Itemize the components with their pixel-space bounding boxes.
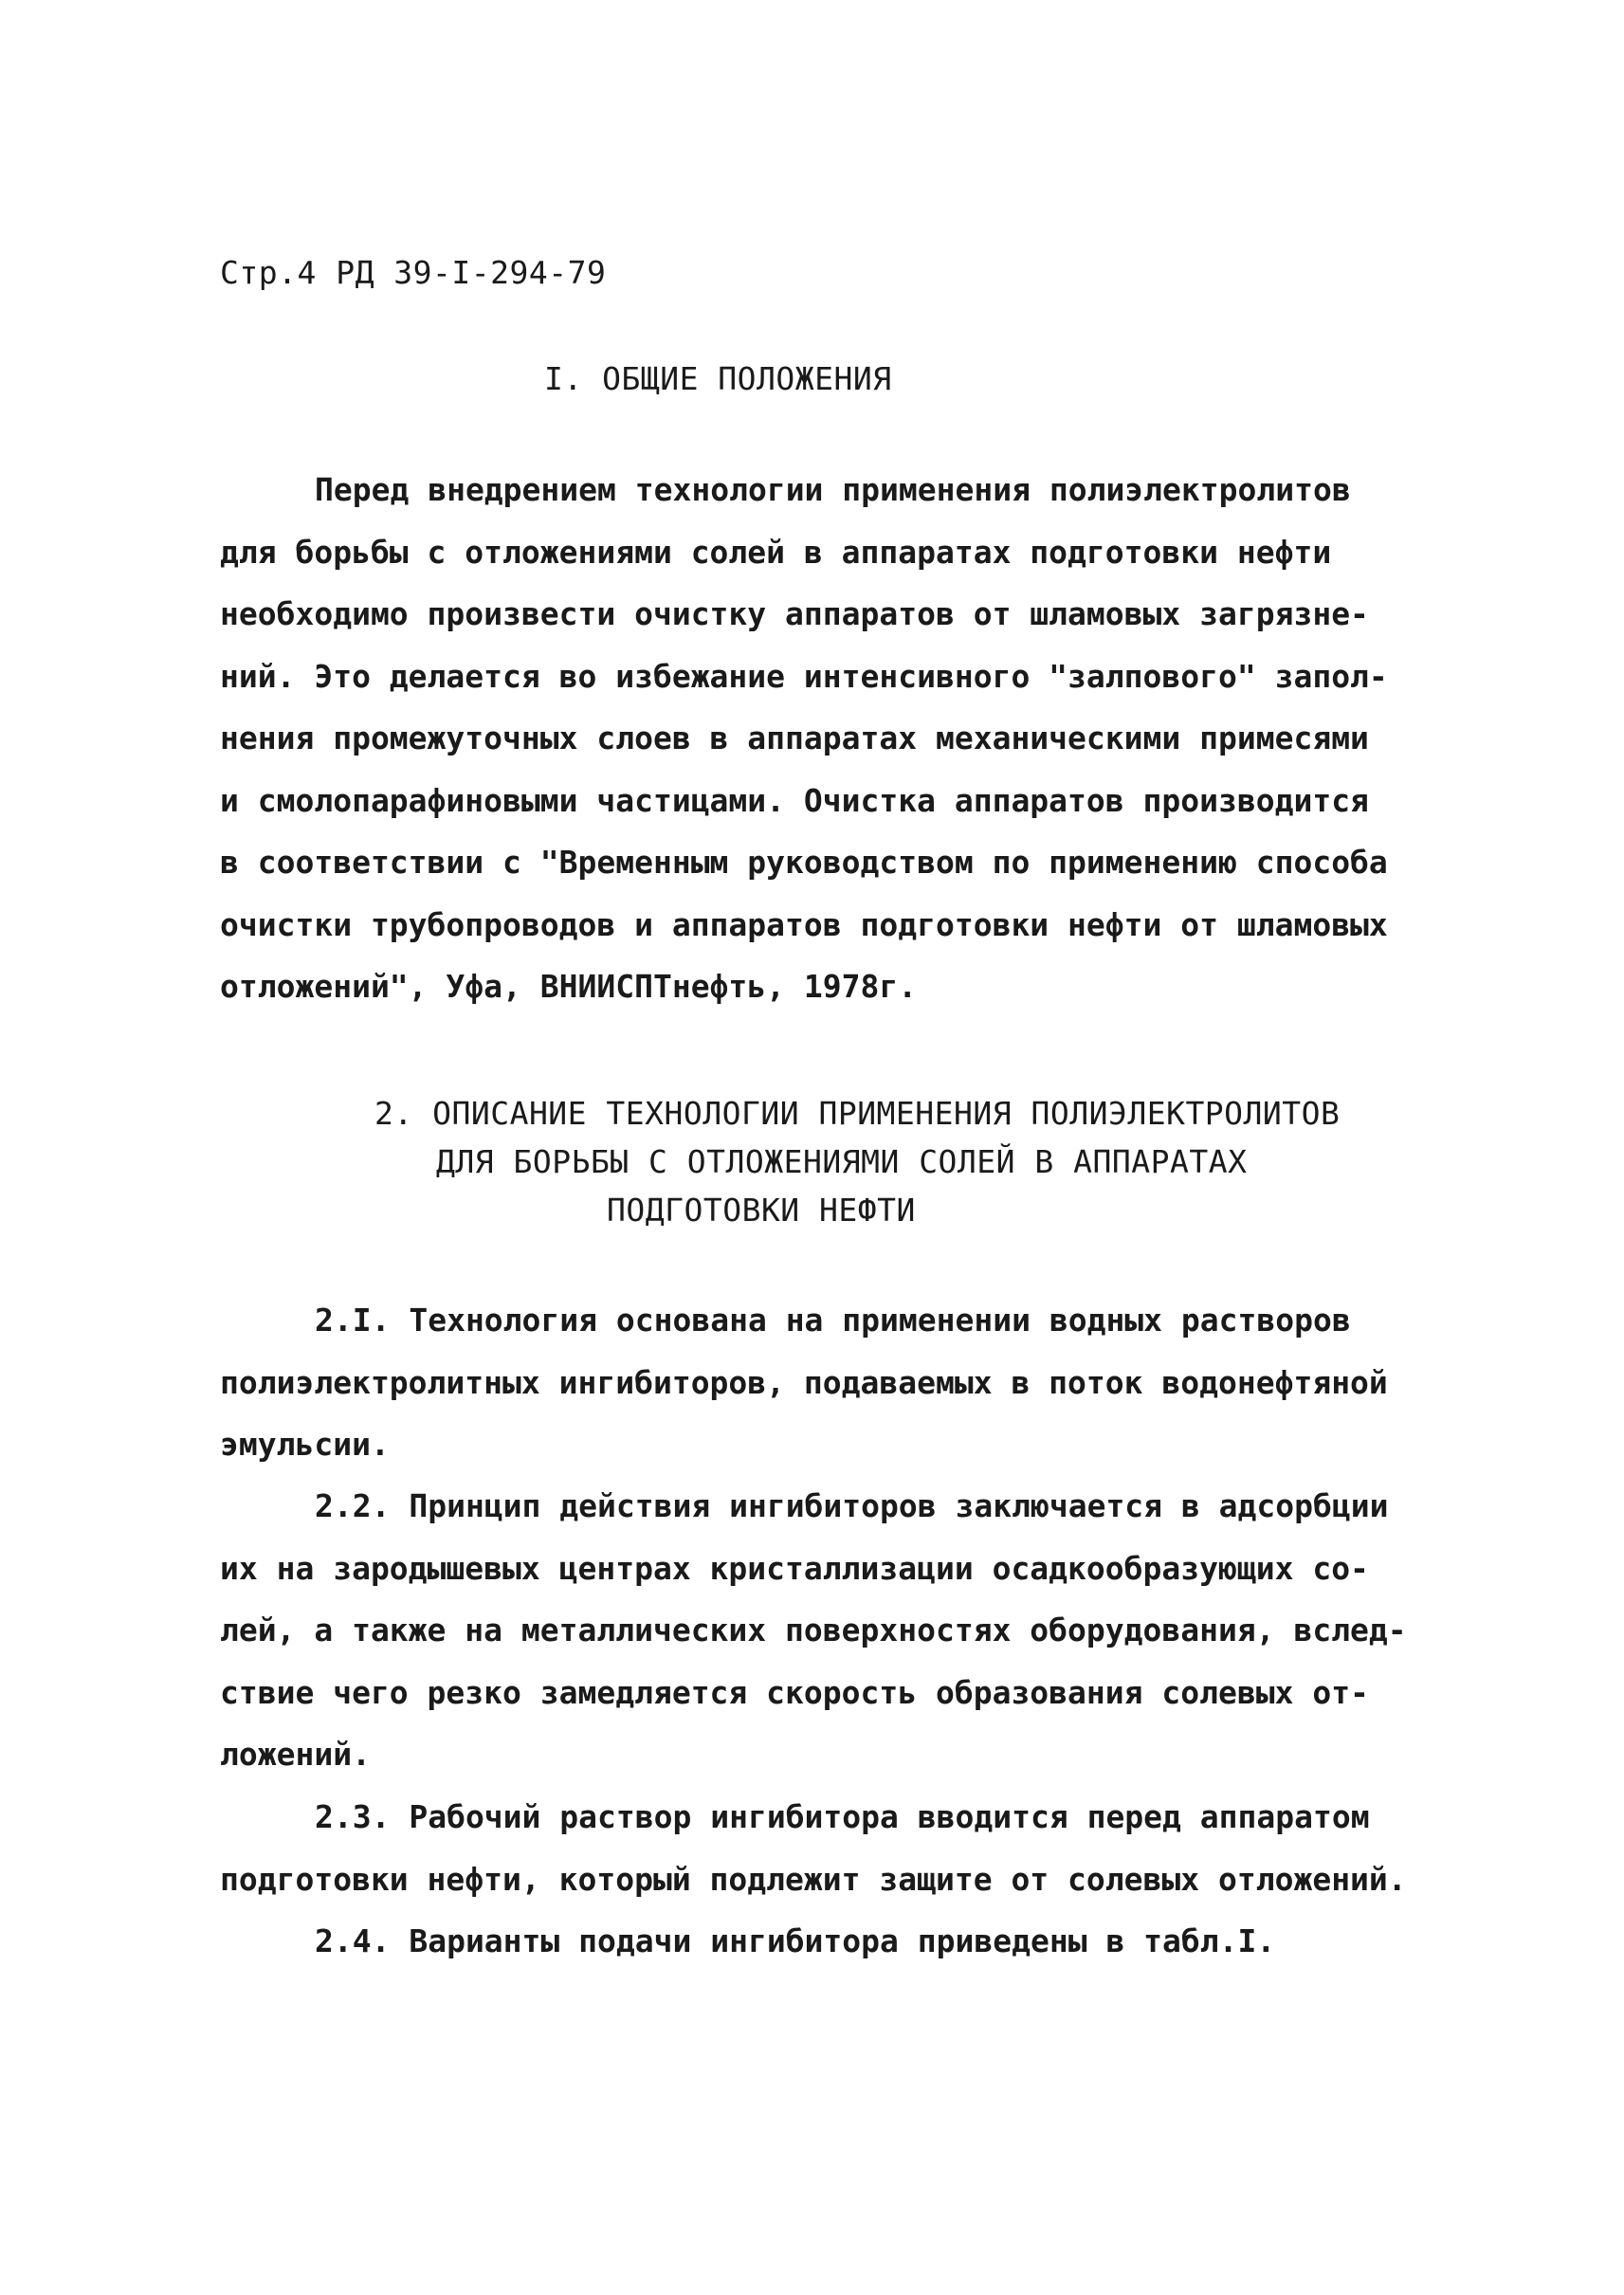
paragraph-2-1: [220, 1289, 1433, 1476]
paragraph-line: 2.2. Принцип действия ингибиторов заключается в адсорбции: [315, 1487, 1389, 1524]
section-2-title-line-2: ДЛЯ БОРЬБЫ С ОТЛОЖЕНИЯМИ СОЛЕЙ В АППАРАТАХ: [436, 1143, 1248, 1180]
paragraph-line: отложений", Уфа, ВНИИСПТнефть, 1978г.: [220, 968, 918, 1005]
paragraph-line: подготовки нефти, который подлежит защите от солевых отложений.: [220, 1860, 1407, 1898]
paragraph-line: эмульсии.: [220, 1426, 390, 1463]
paragraph-line: 2.I. Технология основана на применении водных растворов: [315, 1302, 1351, 1339]
paragraph-2-4: [220, 1910, 1433, 1973]
paragraph-line: в соответствии с "Временным руководством по применению способа: [220, 844, 1388, 881]
section-2-title-line-1: 2. ОПИСАНИЕ ТЕХНОЛОГИИ ПРИМЕНЕНИЯ ПОЛИЭЛЕКТРОЛИТОВ: [374, 1095, 1341, 1132]
paragraph-line: ний. Это делается во избежание интенсивного "залпового" запол-: [220, 657, 1388, 695]
paragraph-line: очистки трубопроводов и аппаратов подготовки нефти от шламовых: [220, 905, 1388, 943]
paragraph-line: нения промежуточных слоев в аппаратах механическими примесями: [220, 719, 1369, 756]
paragraph-line: 2.3. Рабочий раствор ингибитора вводится перед аппаратом: [315, 1798, 1370, 1835]
page-reference: Стр.4 РД 39-I-294-79: [220, 254, 607, 291]
paragraph-line: Перед внедрением технологии применения полиэлектролитов: [315, 471, 1351, 508]
section-1-title: I. ОБЩИЕ ПОЛОЖЕНИЯ: [544, 360, 892, 397]
paragraph-line: ложений.: [220, 1736, 371, 1773]
section-2-title-line-3: ПОДГОТОВКИ НЕФТИ: [607, 1192, 916, 1229]
paragraph-line: их на зародышевых центрах кристаллизации осадкообразующих со-: [220, 1549, 1369, 1587]
paragraph-line: лей, а также на металлических поверхностях оборудования, вслед-: [220, 1612, 1407, 1648]
paragraph-line: полиэлектролитных ингибиторов, подаваемых в поток водонефтяной: [220, 1363, 1388, 1401]
paragraph-2-3: [220, 1786, 1433, 1910]
paragraph-2-2: [220, 1475, 1433, 1786]
paragraph-line: 2.4. Варианты подачи ингибитора приведены в табл.I.: [315, 1922, 1276, 1959]
section-1-paragraph: [220, 459, 1433, 1018]
paragraph-line: и смолопарафиновыми частицами. Очистка аппаратов производится: [220, 781, 1369, 819]
paragraph-line: необходимо произвести очистку аппаратов от шламовых загрязне-: [220, 595, 1369, 632]
paragraph-line: для борьбы с отложениями солей в аппаратах подготовки нефти: [220, 533, 1332, 571]
paragraph-line: ствие чего резко замедляется скорость образования солевых от-: [220, 1673, 1369, 1711]
